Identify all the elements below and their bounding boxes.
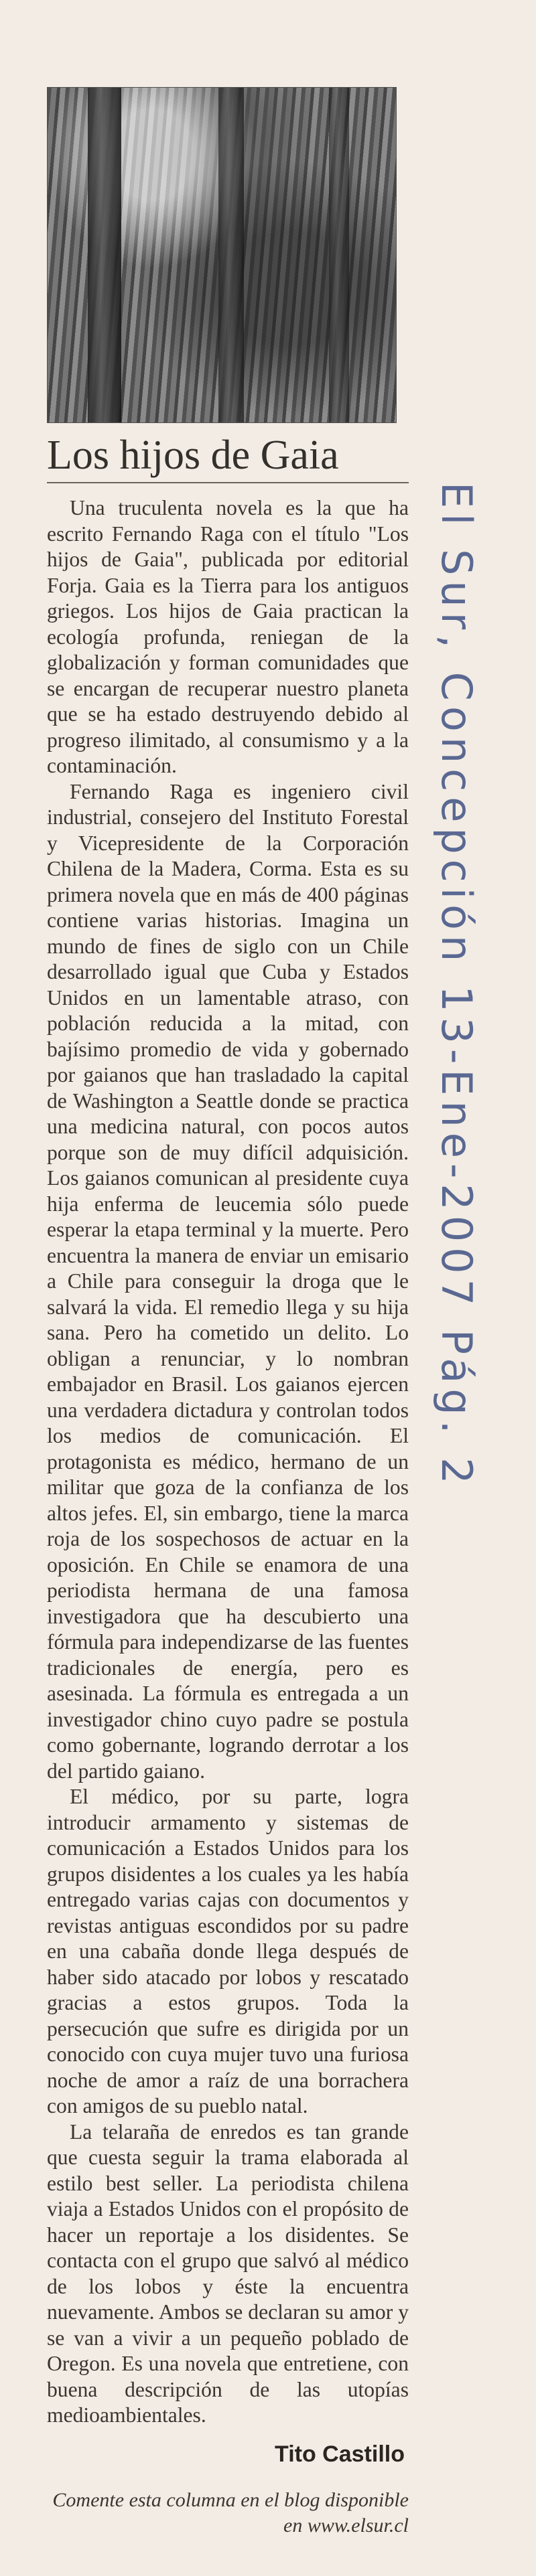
author-byline: Tito Castillo [275,2441,405,2467]
article-paragraph: La telaraña de enredos es tan grande que cuesta seguir la trama elaborada al estilo best seller. La periodista chilena viaja a Estados Unidos con el propósito de hacer un reportaje a los disidentes. Se contacta con el grupo que salvó al médico de los lobos y éste la encuentra nuevamente. Ambos se declaran su amor y se van a vivir a un pequeño poblado de Oregon. Es una novela que entretiene, con buena descripción de las utopías medioambientales. [47,2119,409,2427]
footer-note: Comente esta columna en el blog disponible en www.elsur.cl [52,2488,409,2537]
article-paragraph: Fernando Raga es ingeniero civil industrial, consejero del Instituto Forestal y Vicepresidente de la Corporación Chilena de la Madera, Corma. Esta es su primera novela que en más de 400 páginas contiene varias historias. Imagina un mundo de fines de siglo con un Chile desarrollado igual que Cuba y Estados Unidos en un lamentable atraso, con población reducida a la mitad, con bajísimo promedio de vida y gobernado por gaianos que han trasladado la capital de Washington a Seattle donde se practica una medicina natural, con pocos autos porque son de muy difícil adquisición. Los gaianos comunican al presidente cuya hija enferma de leucemia sólo puede esperar la etapa terminal y la muerte. Pero encuentra la manera de enviar un emisario a Chile para conseguir la droga que le salvará la vida. El remedio llega y su hija sana. Pero ha cometido un delito. Lo obligan a renunciar, y lo nombran embajador en Brasil. Los gaianos ejercen una verdadera dictadura y controlan todos los medios de comunicación. El protagonista es médico, hermano de un militar que goza de la confianza de los altos jefes. El, sin embargo, tiene la marca roja de los sospechosos de actuar en la oposición. En Chile se enamora de una periodista hermana de una famosa investigadora que ha descubierto una fórmula para independizarse de las fuentes tradicionales de energía, pero es asesinada. La fórmula es entregada a un investigador chino cuyo padre se postula como gobernante, logrando derrotar a los del partido gaiano. [47,779,409,1783]
tree-trunk [218,88,244,422]
article-paragraph: Una truculenta novela es la que ha escrito Fernando Raga con el título "Los hijos de Gaia", publicada por editorial Forja. Gaia es la Tierra para los antiguos griegos. Los hijos de Gaia practican la ecología profunda, reniegan de la globalización y forman comunidades que se encargan de recuperar nuestro planeta que se ha estado destruyendo debido al progreso ilimitado, al consumismo y a la contaminación. [47,496,409,777]
article-paragraph: El médico, por su parte, logra introducir armamento y sistemas de comunicación a Estados Unidos para los grupos disidentes a los cuales ya les había entregado varias cajas con documentos y revistas antiguas escondidos por su padre en una cabaña donde llega después de haber sido atacado por lobos y rescatado gracias a estos grupos. Toda la persecución que sufre es dirigida por un conocido con cuya mujer tuvo una furiosa noche de amor a raíz de una borrachera con amigos de su pueblo natal. [47,1785,409,2117]
article-headline: Los hijos de Gaia [47,428,409,483]
article-body [47,495,409,2539]
tree-trunk [88,88,121,422]
article-photo [47,87,397,423]
tree-trunk [329,88,349,422]
handwritten-annotation: El Sur, Concepción 13-Ene-2007 Pág. 2 [432,482,481,1490]
